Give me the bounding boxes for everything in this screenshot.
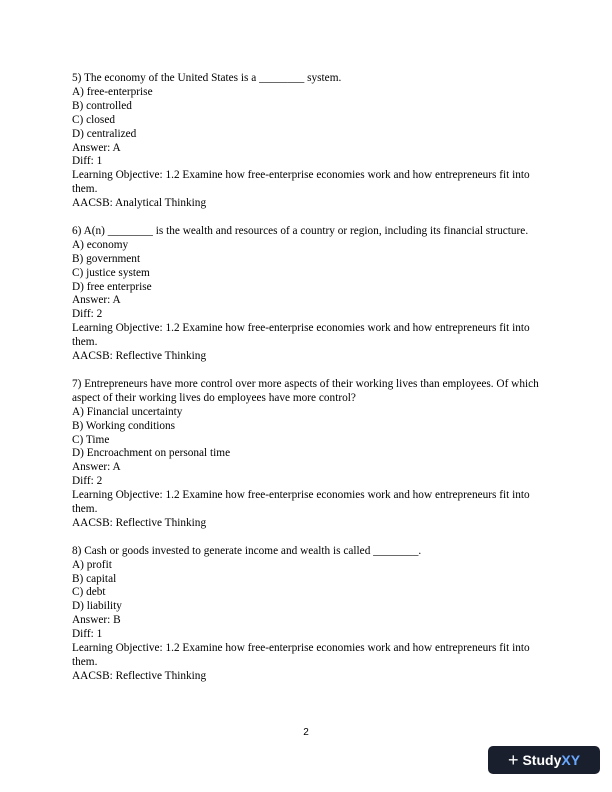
option-b: B) government: [72, 252, 141, 265]
question-stem: 8) Cash or goods invested to generate income and wealth is called ________.: [72, 544, 422, 557]
option-a: A) profit: [72, 558, 112, 571]
difficulty: Diff: 2: [72, 308, 103, 321]
learning-objective: Learning Objective: 1.2 Examine how free-enterprise economies work and how entrepreneurs fit into them.: [72, 642, 530, 669]
difficulty: Diff: 1: [72, 628, 103, 641]
option-c: C) closed: [72, 113, 115, 126]
option-b: B) capital: [72, 572, 117, 585]
option-d: D) free enterprise: [72, 280, 152, 293]
answer: Answer: A: [72, 141, 121, 154]
question-stem: 6) A(n) ________ is the wealth and resources of a country or region, including its financial structure.: [72, 224, 529, 237]
difficulty: Diff: 1: [72, 155, 103, 168]
learning-objective: Learning Objective: 1.2 Examine how free-enterprise economies work and how entrepreneurs fit into them.: [72, 322, 530, 349]
option-d: D) Encroachment on personal time: [72, 447, 231, 460]
answer: Answer: A: [72, 294, 121, 307]
learning-objective: Learning Objective: 1.2 Examine how free-enterprise economies work and how entrepreneurs fit into them.: [72, 169, 530, 196]
brand-accent: XY: [561, 752, 581, 768]
option-d: D) centralized: [72, 127, 137, 140]
difficulty: Diff: 2: [72, 475, 103, 488]
question-list: [72, 72, 550, 698]
plus-icon: +: [507, 749, 519, 770]
page-number: 2: [303, 727, 309, 738]
answer: Answer: B: [72, 614, 121, 627]
option-c: C) justice system: [72, 266, 150, 279]
option-b: B) Working conditions: [72, 419, 176, 432]
answer: Answer: A: [72, 461, 121, 474]
aacsb: AACSB: Analytical Thinking: [72, 197, 207, 210]
option-c: C) Time: [72, 433, 110, 446]
question-stem: 7) Entrepreneurs have more control over more aspects of their working lives than employees. Of which aspect of their working lives do employees have more control?: [72, 377, 539, 404]
option-a: A) free-enterprise: [72, 85, 153, 98]
aacsb: AACSB: Reflective Thinking: [72, 516, 207, 529]
brand-main: Study: [522, 752, 562, 768]
learning-objective: Learning Objective: 1.2 Examine how free-enterprise economies work and how entrepreneurs fit into them.: [72, 489, 530, 516]
question-stem: 5) The economy of the United States is a ________ system.: [72, 72, 342, 84]
option-d: D) liability: [72, 600, 122, 613]
studyxy-badge[interactable]: [488, 746, 600, 774]
question-5: [72, 72, 550, 211]
question-6: [72, 225, 550, 364]
option-b: B) controlled: [72, 99, 132, 112]
option-a: A) Financial uncertainty: [72, 405, 183, 418]
option-a: A) economy: [72, 238, 129, 251]
question-7: [72, 378, 550, 531]
option-c: C) debt: [72, 586, 106, 599]
question-8: [72, 545, 550, 684]
aacsb: AACSB: Reflective Thinking: [72, 350, 207, 363]
aacsb: AACSB: Reflective Thinking: [72, 669, 207, 682]
